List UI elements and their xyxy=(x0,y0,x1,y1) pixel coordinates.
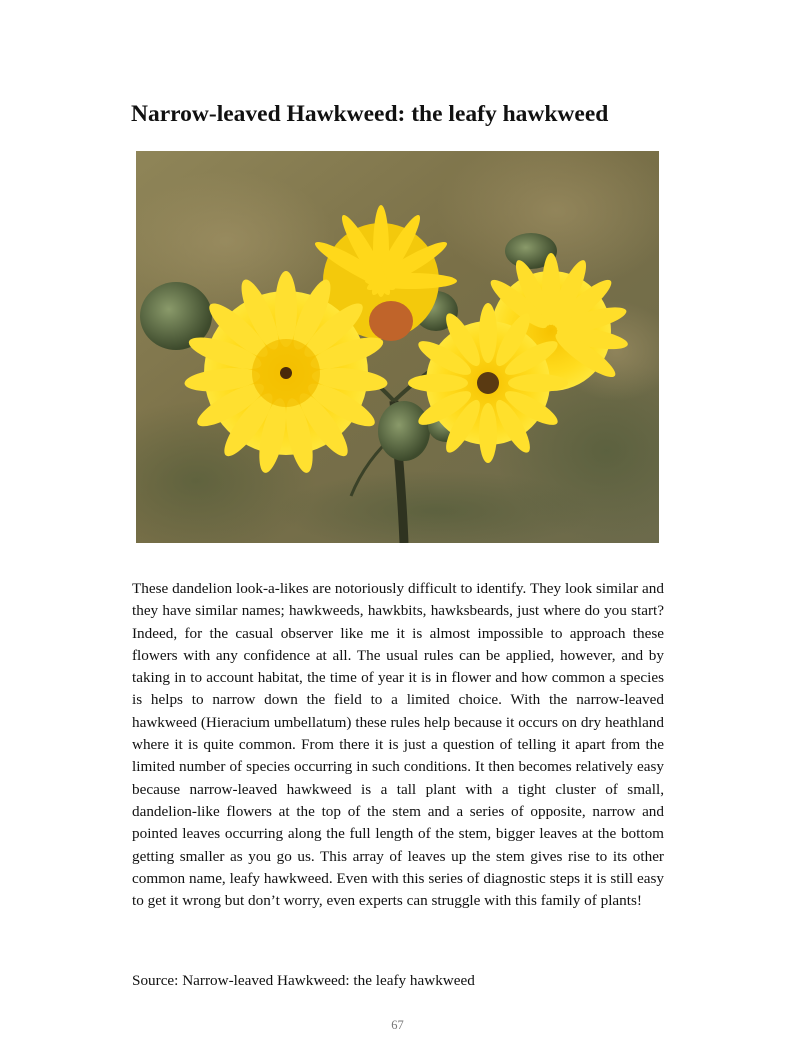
page-title: Narrow-leaved Hawkweed: the leafy hawkweed xyxy=(131,101,609,127)
page-number: 67 xyxy=(391,1018,404,1032)
article-paragraph: These dandelion look-a-likes are notoriously difficult to identify. They look similar and they have similar names; hawkweeds, hawkbits, hawksbeards, just where do you start? Indeed, for the casual observer like me it is almost impossible to approach these flowers with any confidence at all. The usual rules can be applied, however, and by taking in to account habitat, the time of year it is in flower and how common a species is helps to narrow down the field to a limited choice. With the narrow-leaved hawkweed (Hieracium umbellatum) these rules help because it occurs on dry heathland where it is quite common. From there it is just a question of telling it apart from the limited number of species occurring in such conditions. It then becomes relatively easy because narrow-leaved hawkweed is a tall plant with a tight cluster of small, dandelion-like flowers at the top of the stem and a series of opposite, narrow and pointed leaves occurring along the full length of the stem, bigger leaves at the bottom getting smaller as you go us. This array of leaves up the stem gives rise to its other common name, leafy hawkweed. Even with this series of diagnostic steps it is still easy to get it wrong but don’t worry, even experts can struggle with this family of plants! xyxy=(132,580,664,910)
hawkweed-flowers-photo xyxy=(136,151,659,543)
source-line: Source: Narrow-leaved Hawkweed: the leafy hawkweed xyxy=(132,972,475,989)
